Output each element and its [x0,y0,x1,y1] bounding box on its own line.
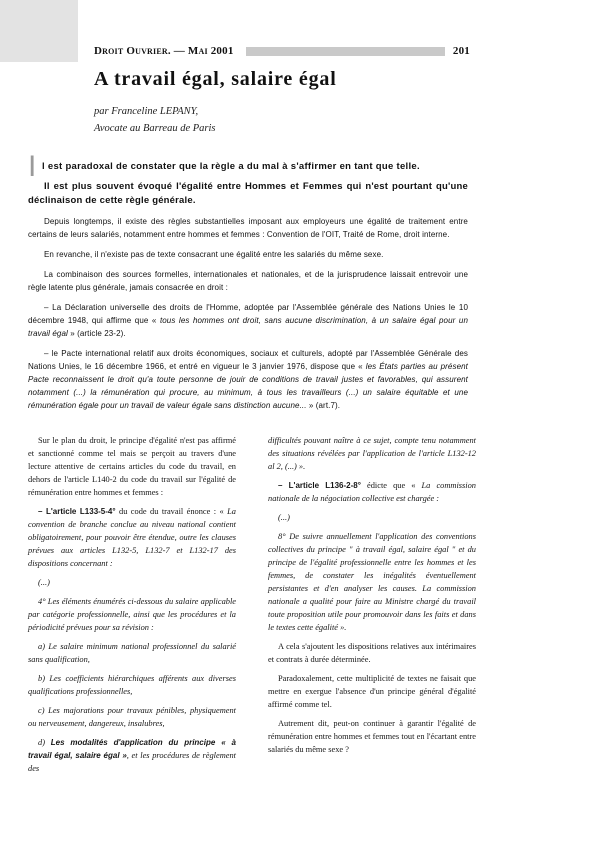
right-text: édicte que « [360,481,422,490]
page-number: 201 [452,45,470,57]
article-ref: – L'article L136-2-8° [278,481,361,490]
intro-paragraph-3: Depuis longtemps, il existe des règles substantielles imposant aux employeurs une égalité de traitement entre certains de leurs salariés, notamment entre hommes et femmes : Convention de l'OIT, Traité de Rome, droit interne. [28,217,468,239]
right-paragraph: (...) [278,513,290,522]
udhr-text: – La Déclaration universelle des droits de l'Homme, adoptée par l'Assemblée générale des Nations Unies le 10 décembre 1948, qui affirme que « [28,303,468,325]
intro-paragraph-4: En revanche, il n'existe pas de texte consacrant une égalité entre les salariés du même sexe. [44,250,384,259]
right-paragraph: difficultés pouvant naître à ce sujet, compte tenu notamment des situations révélées par l'application de l'article L132-12 al 2, (...) ». [268,436,476,471]
header-rule-bar [246,47,445,56]
journal-name: Droit Ouvrier. — Mai 2001 [94,45,234,57]
author-role: Avocate au Barreau de Paris [94,123,216,134]
article-title: A travail égal, salaire égal [94,68,337,90]
left-text: du code du travail énonce : « [115,507,228,516]
principle-ref: Les modalités d'application du principe « à travail égal, salaire égal » [28,738,236,760]
covenant-quote: les États parties au présent Pacte reconnaissent le droit qu'a toute personne de jouir de conditions de travail justes et favorables, qui assurent notamment (...) la rémunération qui procure, au minimum, à tous les travailleurs (...) un salaire équitable et une rémunération égale pour un travail de valeur égale sans distinction aucune... [28,362,468,410]
left-paragraph: Sur le plan du droit, le principe d'égalité n'est pas affirmé et sanctionné comme tel mais se perçoit au travers d'une lecture attentive de certains articles du code du travail, en dehors de l'article L140-2 du code du travail sur l'égalité de rémunération entre hommes et femmes : [28,436,236,497]
intro-paragraph-2: Il est plus souvent évoqué l'égalité entre Hommes et Femmes qui n'est pourtant qu'une déclinaison de cette règle générale. [28,181,468,206]
left-paragraph: c) Les majorations pour travaux pénibles, physiquement ou nerveusement, dangereux, insalubres, [28,706,236,728]
udhr-quote: tous les hommes ont droit, sans aucune discrimination, à un salaire égal pour un travail égal [28,316,468,338]
covenant-ref: » (art.7). [306,401,341,410]
body-columns [28,434,476,781]
author-name: par Franceline LEPANY, [94,106,199,117]
intro-lead-paragraph [28,150,468,183]
left-paragraph: 4° Les éléments énumérés ci-dessous du salaire applicable par catégorie professionnelle, ainsi que les procédures et la périodicité prévues pour sa révision : [28,597,236,632]
margin-tab [0,0,78,62]
drop-cap: I [28,150,37,183]
running-header [94,44,470,58]
intro-lead-text: l est paradoxal de constater que la règle a du mal à s'affirmer en tant que telle. [42,161,420,172]
right-quote: La commission nationale de la négociation collective est chargée : [268,481,476,503]
udhr-ref: » (article 23-2). [67,329,126,338]
covenant-text: – le Pacte international relatif aux droits économiques, sociaux et culturels, adopté par l'Assemblée Générale des Nations Unies, le 16 décembre 1966, et entré en vigueur le 3 janvier 1976, dispose que « [28,349,468,371]
left-quote: La convention de branche conclue au niveau national contient obligatoirement, pour pouvoir être étendue, outre les clauses prévues aux articles L132-5, L132-7 et L132-17 des dispositions concernant : [28,507,236,568]
left-text: , et les procédures de règlement des [28,751,237,773]
article-ref: – L'article L133-5-4° [38,507,116,516]
right-paragraph [268,479,476,505]
right-paragraph: A cela s'ajoutent les dispositions relatives aux intérimaires et contrats à durée déterminée. [268,642,476,664]
right-column [268,434,476,781]
left-paragraph [28,736,236,775]
intro-paragraph-7 [28,347,468,412]
intro-paragraph-6 [28,301,468,340]
byline [94,103,394,137]
right-paragraph: Autrement dit, peut-on continuer à garantir l'égalité de rémunération entre hommes et femmes tout en l'écartant entre salariés du même sexe ? [268,719,476,754]
introduction [28,150,468,419]
right-paragraph: Paradoxalement, cette multiplicité de textes ne faisait que mettre en exergue l'absence d'un principe général d'égalité affirmé comme tel. [268,674,476,709]
left-text: d) [38,738,51,747]
left-paragraph: b) Les coefficients hiérarchiques afférents aux diverses qualifications professionnelles, [28,674,236,696]
left-paragraph [28,505,236,570]
left-paragraph: a) Le salaire minimum national professionnel du salarié sans qualification, [28,642,236,664]
left-paragraph: (...) [38,578,50,587]
right-paragraph: 8° De suivre annuellement l'application des conventions collectives du principe " à travail égal, salaire égal " et du principe de l'égalité professionnelle entre les hommes et les femmes, de constater les inégalités éventuellement persistantes et d'en analyser les causes. La commission nationale a qualité pour faire au Ministre chargé du travail toute proposition utile pour promouvoir dans les faits et dans le textes cette égalité ». [268,532,476,632]
left-column [28,434,236,781]
intro-paragraph-5: La combinaison des sources formelles, internationales et nationales, et de la jurisprudence laissait entrevoir une règle latente plus générale, jamais consacrée en droit : [28,270,468,292]
